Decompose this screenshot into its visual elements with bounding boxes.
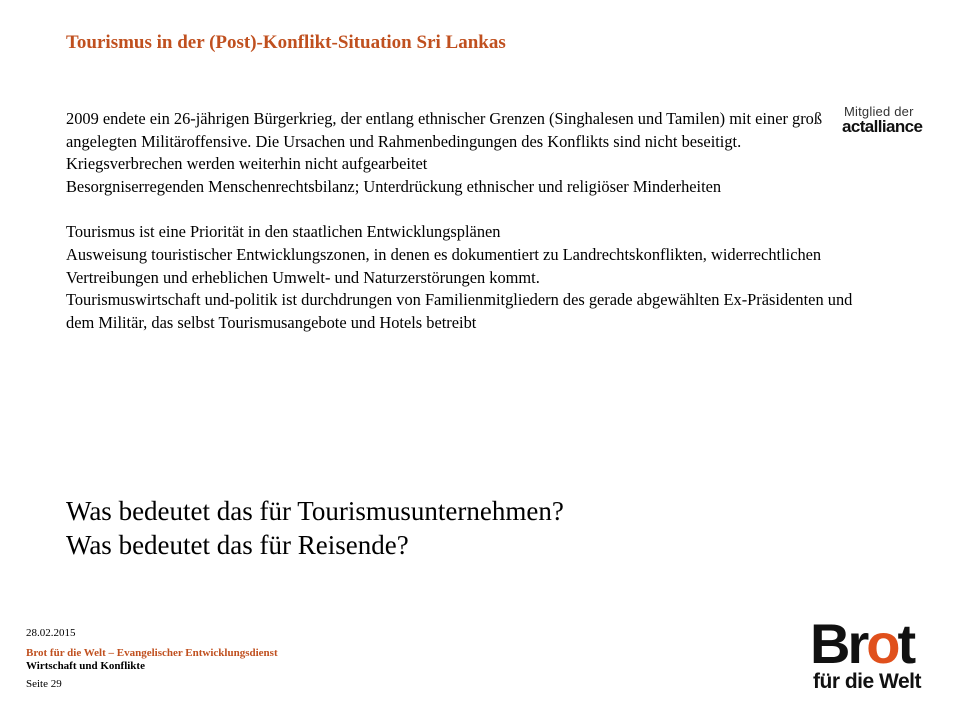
- paragraph-intro: 2009 endete ein 26-jährigen Bürgerkrieg, der entlang ethnischer Grenzen (Singhalesen und Tamilen) mit einer groß angelegten Militäroffensive. Die Ursachen und Rahmenbedingungen des Konflikts sind nicht beseitigt.: [66, 109, 823, 151]
- actalliance-logo-wordmark: actalliance: [842, 117, 923, 136]
- paragraph-tourism-priority: Tourismus ist eine Priorität in den staatlichen Entwicklungsplänen: [66, 222, 501, 242]
- paragraph-war-crimes: Kriegsverbrechen werden weiterhin nicht aufgearbeitet: [66, 154, 428, 174]
- slide-body: [66, 108, 866, 334]
- brot-logo-o: o: [866, 612, 898, 675]
- paragraph-tourism-politics: Tourismuswirtschaft und-politik ist durchdrungen von Familienmitgliedern des gerade abgewählten Ex-Präsidenten und dem Militär, das selbst Tourismusangebote und Hotels betreibt: [66, 290, 853, 332]
- question-companies: Was bedeutet das für Tourismusunternehmen?: [66, 496, 564, 526]
- brot-logo-wordmark: [810, 614, 913, 674]
- brot-logo-subline: für die Welt: [813, 670, 921, 693]
- footer-page-number: Seite 29: [26, 678, 62, 690]
- actalliance-logo-caption: Mitglied der: [844, 104, 914, 119]
- brot-logo-t: t: [897, 612, 914, 675]
- slide-title: Tourismus in der (Post)-Konflikt-Situation Sri Lankas: [66, 32, 506, 53]
- footer-organization: Brot für die Welt – Evangelischer Entwicklungsdienst: [26, 647, 278, 659]
- paragraph-human-rights: Besorgniserregenden Menschenrechtsbilanz; Unterdrückung ethnischer und religiöser Minderheiten: [66, 176, 722, 196]
- paragraph-development-zones: Ausweisung touristischer Entwicklungszonen, in denen es dokumentiert zu Landrechtskonflikten, widerrechtlichen Vertreibungen und erheblichen Umwelt- und Naturzerstörungen kommt.: [66, 244, 822, 287]
- slide-questions: [66, 494, 886, 562]
- brot-logo-br: Br: [810, 612, 867, 675]
- paragraph-gap: [66, 198, 866, 221]
- question-travellers: Was bedeutet das für Reisende?: [66, 530, 409, 560]
- footer-topic: Wirtschaft und Konflikte: [26, 660, 145, 672]
- brot-fuer-die-welt-logo: [810, 612, 940, 696]
- footer-date: 28.02.2015: [26, 627, 76, 639]
